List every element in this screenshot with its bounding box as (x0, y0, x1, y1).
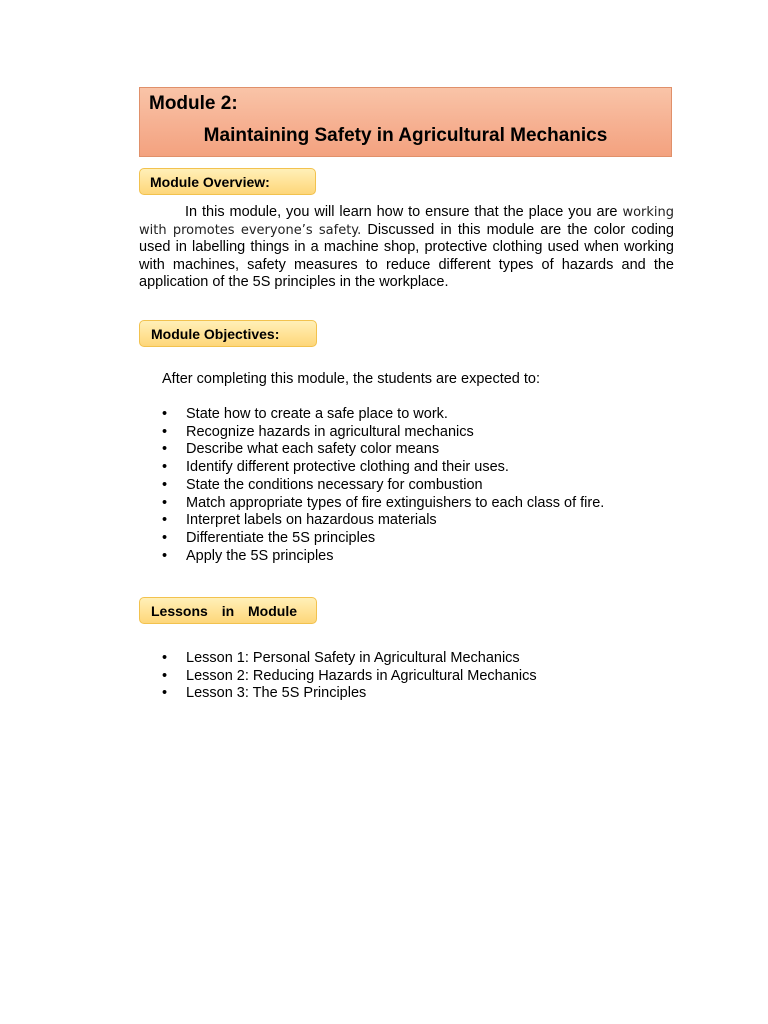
objective-item: • State the conditions necessary for combustion (162, 477, 604, 495)
objectives-list (162, 406, 604, 565)
lessons-in-module-heading: Lessons in Module (139, 597, 317, 624)
module-label: Module 2: (149, 93, 238, 114)
lesson-item: • Lesson 2: Reducing Hazards in Agricultural Mechanics (162, 668, 537, 686)
overview-text-part3: Discussed in this module are the color coding used in labelling things in a machine shop, protective clothing used when working with machines, safety measures to reduce different types of hazards and the application of the 5S principles in the workplace. (139, 221, 674, 290)
lesson-item: • Lesson 3: The 5S Principles (162, 685, 537, 703)
module-title-box (139, 87, 672, 157)
module-overview-text (139, 204, 674, 292)
module-objectives-heading: Module Objectives: (139, 320, 317, 347)
objective-item: • Differentiate the 5S principles (162, 530, 604, 548)
objective-item: • Identify different protective clothing and their uses. (162, 459, 604, 477)
overview-text-part2: working with promotes everyone’s safety. (139, 205, 674, 238)
objective-item: • Apply the 5S principles (162, 548, 604, 566)
objective-item: • Recognize hazards in agricultural mechanics (162, 424, 604, 442)
lessons-list (162, 650, 537, 703)
module-overview-heading: Module Overview: (139, 168, 316, 195)
lesson-item: • Lesson 1: Personal Safety in Agricultural Mechanics (162, 650, 537, 668)
objective-item: • State how to create a safe place to work. (162, 406, 604, 424)
overview-text-part1: In this module, you will learn how to ensure that the place you are (185, 204, 623, 220)
objective-item: • Interpret labels on hazardous materials (162, 512, 604, 530)
objective-item: • Describe what each safety color means (162, 441, 604, 459)
objective-item: • Match appropriate types of fire extinguishers to each class of fire. (162, 495, 604, 513)
module-title: Maintaining Safety in Agricultural Mechanics (203, 125, 608, 146)
objectives-intro: After completing this module, the students are expected to: (162, 371, 541, 387)
